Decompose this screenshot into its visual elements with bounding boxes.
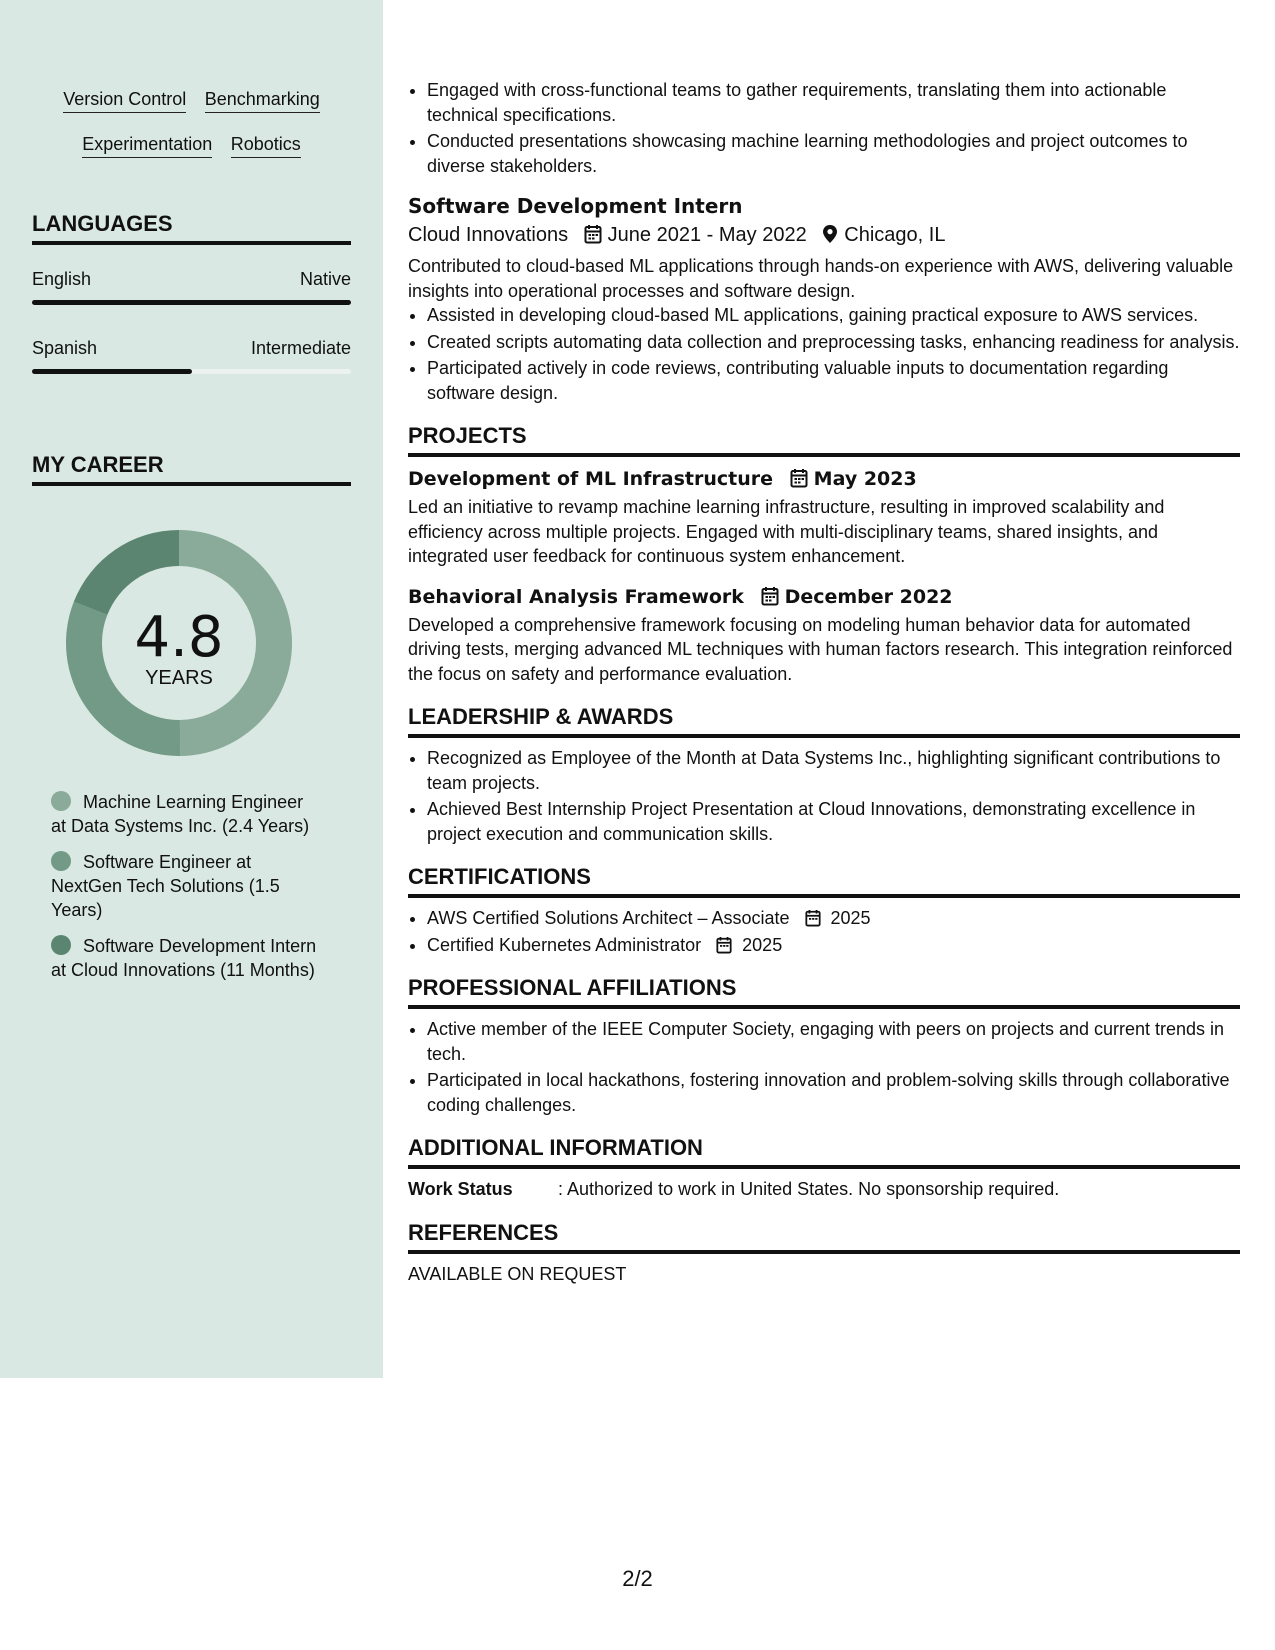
calendar-icon [584, 224, 602, 244]
references-heading: REFERENCES [408, 1218, 1240, 1254]
page-number: 2/2 [622, 1566, 653, 1591]
project-date: December 2022 [784, 585, 953, 608]
language-row [32, 337, 351, 359]
language-bar [32, 369, 351, 374]
certification-name: Certified Kubernetes Administrator [427, 934, 702, 955]
bullet-item: • Engaged with cross-functional teams to gather requirements, translating them into actionable technical specifications. [427, 78, 1240, 127]
job-bullets [408, 303, 1240, 405]
bullet-item: • Recognized as Employee of the Month at Data Systems Inc., highlighting significant contributions to team projects. [427, 746, 1240, 795]
bullet-item: • Conducted presentations showcasing machine learning methodologies and project outcomes to diverse stakeholders. [427, 129, 1240, 178]
job-dates: June 2021 - May 2022 [607, 224, 807, 246]
skill-tag: Experimentation [82, 133, 212, 158]
leadership-heading: LEADERSHIP & AWARDS [408, 702, 1240, 738]
leadership-list [408, 746, 1240, 846]
job-title: Software Development Intern [408, 194, 743, 218]
calendar-icon [716, 936, 732, 954]
language-name: English [32, 269, 92, 289]
career-list [51, 790, 321, 994]
career-item [51, 850, 321, 922]
career-donut-chart [66, 530, 292, 756]
language-bar-fill [32, 300, 351, 305]
certifications-list [408, 906, 1240, 957]
language-row [32, 268, 351, 290]
career-total-value: 4.8 [134, 605, 224, 670]
project-description: Developed a comprehensive framework focusing on modeling human behavior data for automated driving tests, merging advanced ML techniques with human factors research. This integration reinforced the focus on safety and performance evaluation. [408, 614, 1233, 684]
sidebar [0, 0, 383, 1378]
work-status-value: : Authorized to work in United States. No sponsorship required. [558, 1179, 1060, 1199]
bullet-item: • Assisted in developing cloud-based ML applications, gaining practical exposure to AWS services. [427, 303, 1240, 328]
location-pin-icon [822, 224, 838, 244]
bullet-item: • Active member of the IEEE Computer Society, engaging with peers on projects and current trends in tech. [427, 1017, 1240, 1066]
calendar-icon [761, 586, 779, 606]
job-summary: Contributed to cloud-based ML applications through hands-on experience with AWS, delivering valuable insights into operational processes and software design. [408, 256, 1234, 301]
job-location: Chicago, IL [844, 224, 946, 246]
language-bar-fill [32, 369, 192, 374]
legend-dot-icon [51, 851, 71, 871]
career-item [51, 790, 321, 838]
calendar-icon [805, 909, 821, 927]
affiliations-list [408, 1017, 1240, 1117]
project-date: May 2023 [813, 468, 917, 490]
project-title: Behavioral Analysis Framework [408, 585, 744, 608]
experience-bullets [408, 78, 1240, 178]
calendar-icon [790, 468, 808, 488]
languages-heading: LANGUAGES [32, 211, 351, 245]
skills-row [0, 88, 383, 113]
skill-tag: Benchmarking [205, 88, 320, 113]
bullet-item: • Achieved Best Internship Project Presentation at Cloud Innovations, demonstrating excellence in project execution and communication skills. [427, 797, 1240, 846]
job-meta [408, 220, 1240, 250]
project-title: Development of ML Infrastructure [408, 468, 774, 490]
main-content [408, 78, 1240, 1286]
legend-dot-icon [51, 791, 71, 811]
certification-item [427, 906, 1240, 931]
bullet-item: • Participated in local hackathons, fostering innovation and problem-solving skills through collaborative coding challenges. [427, 1068, 1240, 1117]
career-item-text: Machine Learning Engineer at Data Systems Inc. (2.4 Years) [51, 792, 310, 836]
certifications-heading: CERTIFICATIONS [408, 862, 1240, 898]
language-level: Intermediate [250, 338, 351, 358]
work-status-row [408, 1177, 1240, 1202]
donut-segment [74, 530, 179, 615]
language-name: Spanish [32, 338, 98, 358]
references-text: AVAILABLE ON REQUEST [408, 1263, 627, 1284]
career-total-unit: YEARS [145, 667, 213, 689]
project-title-row [408, 583, 1240, 611]
certification-item [427, 933, 1240, 958]
certification-year: 2025 [742, 934, 783, 955]
legend-dot-icon [51, 935, 71, 955]
affiliations-heading: PROFESSIONAL AFFILIATIONS [408, 973, 1240, 1009]
language-bar [32, 300, 351, 305]
additional-info-heading: ADDITIONAL INFORMATION [408, 1133, 1240, 1169]
project-description: Led an initiative to revamp machine learning infrastructure, resulting in improved scalability and efficiency across multiple projects. Engaged with multi-disciplinary teams, shared insights, and integrated user feedback for continuous system enhancement. [408, 497, 1165, 566]
bullet-item: • Created scripts automating data collection and preprocessing tasks, enhancing readiness for analysis. [427, 330, 1240, 355]
bullet-item: • Participated actively in code reviews, contributing valuable inputs to documentation regarding software design. [427, 356, 1240, 405]
certification-name: AWS Certified Solutions Architect – Associate [427, 908, 790, 928]
skills-row [0, 133, 383, 158]
language-level: Native [299, 269, 351, 289]
skill-tag: Version Control [63, 88, 186, 113]
projects-heading: PROJECTS [408, 421, 1240, 457]
job-company: Cloud Innovations [408, 224, 569, 246]
skill-tag: Robotics [231, 133, 301, 158]
career-item-text: Software Development Intern at Cloud Innovations (11 Months) [51, 936, 317, 980]
career-heading: MY CAREER [32, 452, 351, 486]
career-item-text: Software Engineer at NextGen Tech Solutions (1.5 Years) [51, 852, 280, 920]
work-status-label: Work Status [408, 1179, 513, 1199]
project-title-row [408, 465, 1240, 493]
career-item [51, 934, 321, 982]
certification-year: 2025 [830, 908, 871, 928]
